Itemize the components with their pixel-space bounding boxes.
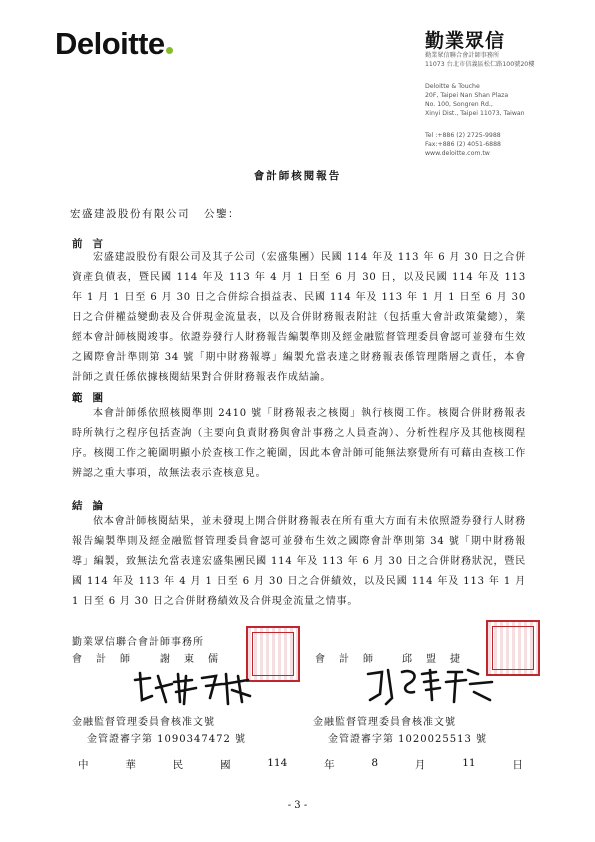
date-month: 8	[371, 757, 379, 769]
page-number: - 3 -	[287, 800, 308, 811]
date-year: 114	[267, 757, 288, 769]
cpa1-handwritten-signature	[130, 668, 260, 708]
section-text-preface: 宏盛建設股份有限公司及其子公司（宏盛集團）民國 114 年及 113 年 6 月 30 日之合併資產負債表，暨民國 114 年及 113 年 4 月 1 日至 6 月 30 日，以及民國 114 年及 113 年 1 月 1 日至 6 月 30 日之合併綜合損益表、民國 114 年及 113 年 1 月 1 日至 6 月 30 日之合併權益變動表及合併現金流量表，以及合併財務報表附註（包括重大會計政策彙總），業經本會計師核閱竣事。依證券發行人財務報告編製準則及經金融監督管理委員會認可並發布生效之國際會計準則第 34 號「期中財務報導」編製允當表達之財務報表係管理階層之責任，本會計師之責任係依據核閱結果對合併財務報表作成結論。	[72, 252, 526, 383]
addressee: 宏盛建設股份有限公司	[70, 208, 190, 220]
salutation: 公鑒：	[204, 208, 240, 220]
tel-line: Tel :+886 (2) 2725-9988	[425, 132, 501, 139]
fax-line: Fax:+886 (2) 4051-6888	[425, 141, 501, 148]
date-part: 國	[219, 759, 231, 771]
cpa1-name: 謝東儒	[160, 654, 232, 665]
cpa1-approval-label: 金融監督管理委員會核准文號	[72, 717, 215, 728]
firm-signature-name: 勤業眾信聯合會計師事務所	[72, 637, 204, 648]
cpa2-name: 邱盟捷	[402, 654, 474, 665]
address-line: Deloitte & Touche	[425, 83, 480, 90]
address-line: No. 100, Songren Rd.,	[425, 101, 493, 108]
address-line: Xinyi Dist., Taipei 11073, Taiwan	[425, 110, 525, 117]
section-heading-conclusion: 結論	[72, 500, 113, 512]
section-heading-preface: 前言	[72, 238, 113, 250]
address-line: 11073 台北市信義區松仁路100號20樓	[425, 61, 535, 68]
website-line: www.deloitte.com.tw	[425, 150, 490, 157]
report-title: 會計師核閱報告	[253, 170, 342, 182]
date-part: 中	[78, 759, 89, 771]
date-part: 民	[172, 759, 184, 771]
green-dot-icon	[166, 47, 173, 54]
cpa2-label: 會計師	[315, 654, 387, 665]
cpa2-approval-label: 金融監督管理委員會核准文號	[313, 717, 456, 728]
cpa1-label: 會計師	[72, 654, 144, 665]
cpa2-handwritten-signature	[362, 664, 502, 708]
report-date	[78, 757, 523, 772]
deloitte-logo: Deloitte	[55, 26, 173, 62]
date-part: 年	[324, 759, 335, 771]
addressee-line	[70, 206, 240, 221]
section-heading-scope: 範圍	[72, 392, 113, 404]
cpa2-approval-number: 金管證審字第 1020025513 號	[328, 734, 487, 745]
address-line: 20F, Taipei Nan Shan Plaza	[425, 92, 509, 99]
date-part: 月	[414, 759, 426, 771]
firm-name-cn: 勤業眾信	[425, 30, 506, 52]
address-line: 勤業眾信聯合會計師事務所	[425, 52, 500, 59]
date-part: 華	[125, 759, 136, 771]
section-text-scope: 本會計師係依照核閱準則 2410 號「財務報表之核閱」執行核閱工作。核閱合併財務報表時所執行之程序包括查詢（主要向負責財務與會計事務之人員查詢）、分析性程序及其他核閱程序。核閱工作之範圍明顯小於查核工作之範圍，因此本會計師可能無法察覺所有可藉由查核工作辨認之重大事項，故無法表示查核意見。	[72, 408, 526, 479]
date-day: 11	[462, 757, 476, 769]
section-text-conclusion: 依本會計師核閱結果，並未發現上開合併財務報表在所有重大方面有未依照證券發行人財務報告編製準則及經金融監督管理委員會認可並發布生效之國際會計準則第 34 號「期中財務報導」編製，致無法允當表達宏盛集團民國 114 年及 113 年 6 月 30 日之合併財務狀況，暨民國 114 年及 113 年 4 月 1 日至 6 月 30 日之合併績效，以及民國 114 年及 113 年 1 月 1 日至 6 月 30 日之合併財務績效及合併現金流量之情事。	[72, 516, 526, 607]
date-part: 日	[512, 759, 523, 771]
cpa1-approval-number: 金管證審字第 1090347472 號	[87, 734, 246, 745]
